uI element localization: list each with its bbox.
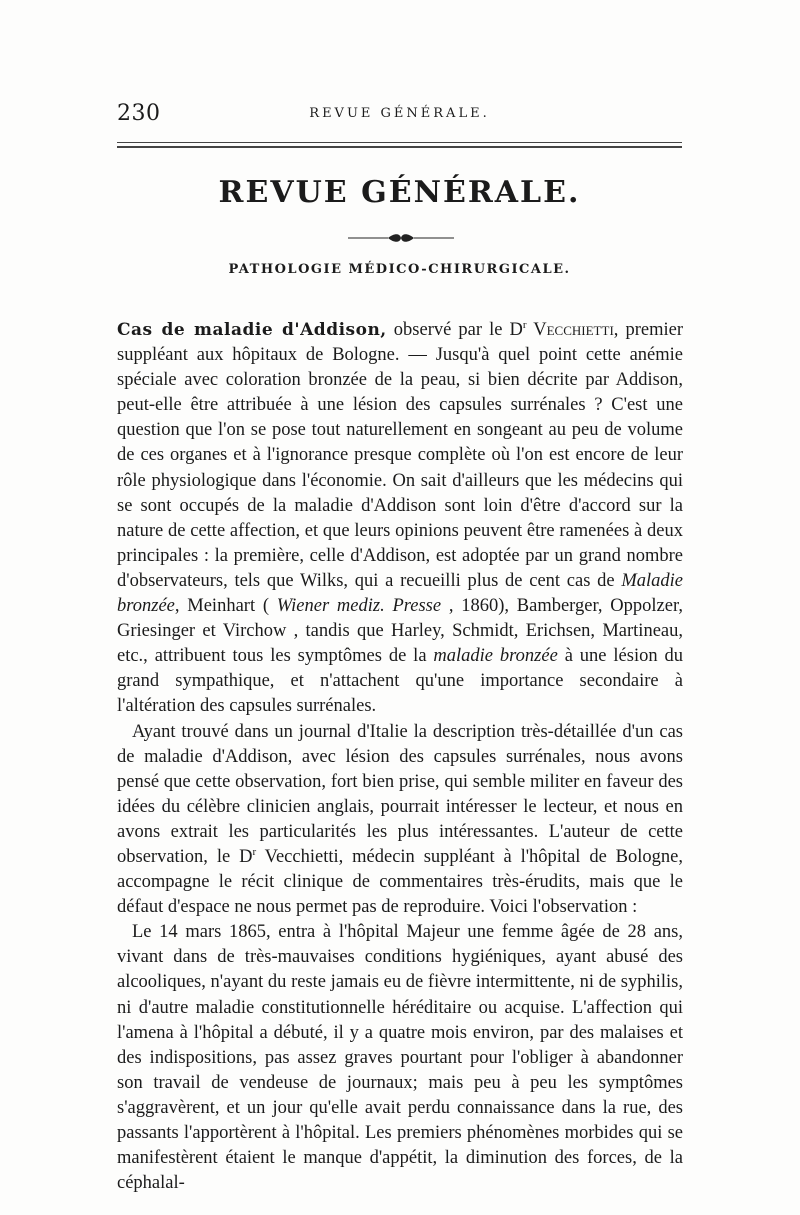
text-run: , 1860), Bamberger, Oppolzer, Griesinger et Virchow , tandis que Harley, Schmidt, Erichsen, Martineau, etc., attribuent tous les symptômes de la <box>117 596 683 667</box>
text-run: , Meinhart ( <box>174 596 277 617</box>
paragraph-3: Le 14 mars 1865, entra à l'hôpital Majeur une femme âgée de 28 ans, vivant dans de très-mauvaises conditions hygiéniques, ayant abusé des alcooliques, n'ayant du reste jamais eu de fièvre intermittente, ni de syphilis, ni d'autre maladie constitutionnelle héréditaire ou acquise. L'affection qui l'amena à l'hôpital a débuté, il y a quatre mois environ, par des malaises et des indispositions, pas assez graves pourtant pour l'obliger à abandonner son travail de vendeuse de journaux; mais peu à peu les symptômes s'aggravèrent, et un jour qu'elle avait perdu connaissance dans la rue, des passants l'apportèrent à l'hôpital. Les premiers phénomènes morbides qui se manifestèrent étaient le manque d'appétit, la diminution des forces, de la céphalal- <box>117 922 683 1194</box>
paragraph-1 <box>117 318 683 720</box>
author-name: Vecchietti <box>526 320 614 340</box>
superscript: r <box>522 318 527 331</box>
header-rule-thin <box>117 142 682 143</box>
italic-term: maladie bronzée <box>433 646 558 667</box>
superscript: r <box>252 845 257 858</box>
text-run: Ayant trouvé dans un journal d'Italie la description très-détaillée d'un cas de maladie d'Addison, avec lésion des capsules surrénales, nous avons pensé que cette observation, fort bien prise, qui semble militer en faveur des idées du célèbre clinicien anglais, pourrait intéresser le lecteur, et nous en avons extrait les particularités les plus intéressantes. L'auteur de cette observation, le D <box>117 721 683 867</box>
article-body <box>117 318 683 1196</box>
italic-term: Maladie bronzée <box>117 570 683 617</box>
text-run: , premier suppléant aux hôpitaux de Bologne. — Jusqu'à quel point cette anémie spéciale avec coloration bronzée de la peau, si bien décrite par Addison, peut-elle être attribuée à une lésion des capsules surrénales ? C'est une question que l'on se pose tout naturellement en songeant au peu de volume de ces organes et à l'ignorance presque complète où l'on est encore de leur rôle physiologique dans l'économie. On sait d'ailleurs que les médecins qui se sont occupés de la maladie d'Addison sont loin d'être d'accord sur la nature de cette affection, et que leurs opinions peuvent être ramenées à deux principales : la première, celle d'Addison, est adoptée par un grand nombre d'observateurs, tels que Wilks, qui a recueilli plus de cent cas de <box>117 320 683 591</box>
text-run: à une lésion du grand sympathique, et n'attachent qu'une importance secondaire à l'altération des capsules surrénales. <box>117 646 683 717</box>
journal-title: Wiener mediz. Presse <box>276 596 442 617</box>
header-rule-thick <box>117 146 682 148</box>
article-lead: Cas de maladie d'Addison, <box>117 320 387 340</box>
ornament-divider <box>348 232 454 244</box>
text-run: Vecchietti, médecin suppléant à l'hôpital de Bologne, accompagne le récit clinique de commentaires très-érudits, mais que le défaut d'espace ne nous permet pas de reproduire. Voici l'observation : <box>117 846 683 918</box>
paragraph-2 <box>117 720 683 921</box>
section-heading: PATHOLOGIE MÉDICO-CHIRURGICALE. <box>228 262 571 277</box>
page-title: REVUE GÉNÉRALE. <box>218 175 581 210</box>
running-title: REVUE GÉNÉRALE. <box>309 106 490 121</box>
running-header <box>117 101 682 129</box>
page-number: 230 <box>117 101 161 126</box>
text-run: observé par le D <box>386 320 523 340</box>
